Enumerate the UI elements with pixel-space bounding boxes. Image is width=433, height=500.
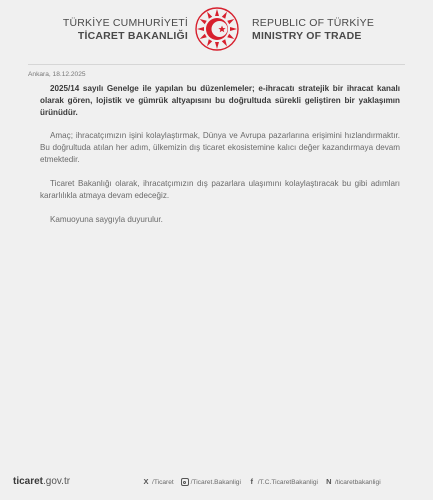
ministry-emblem-icon: [194, 6, 240, 52]
website-link[interactable]: [13, 476, 70, 487]
x-icon: X: [143, 477, 149, 486]
social-nsosyal[interactable]: [325, 478, 381, 486]
nsosyal-icon: N: [326, 477, 332, 486]
social-facebook[interactable]: [248, 478, 318, 486]
instagram-handle: /Ticaret.Bakanligi: [190, 478, 241, 486]
footer: [0, 470, 433, 500]
body-paragraph-commitment: Ticaret Bakanlığı olarak, ihracatçımızın dış pazarlara ulaşımını kolaylaştıracak bu gibi adımları kararlılıkla atmaya devam edeceğiz.: [40, 179, 400, 200]
announcement-body: [40, 83, 400, 238]
social-instagram[interactable]: [181, 478, 241, 486]
social-links: [142, 478, 386, 486]
closing-paragraph: Kamuoyuna saygıyla duyurulur.: [50, 215, 163, 224]
social-x[interactable]: [142, 478, 174, 486]
ministry-name-en: MINISTRY OF TRADE: [252, 30, 362, 42]
letterhead-turkish: [63, 17, 188, 43]
lead-paragraph: 2025/14 sayılı Genelge ile yapılan bu düzenlemeler; e-ihracatı stratejik bir ihracat kanalı olarak gören, lojistik ve gümrük altyapısını bu doğrultuda sürekli geliştiren bir yaklaşımın ürünüdür.: [40, 84, 400, 117]
instagram-icon: [181, 478, 189, 486]
country-name-tr: TÜRKİYE CUMHURİYETİ: [62, 17, 188, 29]
country-name-en: REPUBLIC OF TÜRKİYE: [252, 17, 375, 29]
body-paragraph-purpose: Amaç; ihracatçımızın işini kolaylaştırmak, Dünya ve Avrupa pazarlarına erişimini hızlandırmaktır. Bu doğrultuda atılan her adım, ülkemizin dış ticaret ekosistemine kalıcı değer kazandırmaya devam etmektedir.: [40, 131, 400, 164]
letterhead-english: [252, 17, 374, 43]
ministry-name-tr: TİCARET BAKANLIĞI: [77, 30, 188, 42]
facebook-icon: f: [250, 477, 254, 486]
document-date: Ankara, 18.12.2025: [28, 71, 86, 78]
x-handle: /Ticaret: [152, 478, 174, 486]
nsosyal-handle: /ticaretbakanligi: [334, 478, 381, 486]
letterhead: [0, 0, 433, 62]
website-domain-suffix: .gov.tr: [43, 476, 71, 487]
website-domain-bold: ticaret: [13, 476, 44, 487]
header-divider: [28, 64, 405, 65]
facebook-handle: /T.C.TicaretBakanligi: [257, 478, 318, 486]
